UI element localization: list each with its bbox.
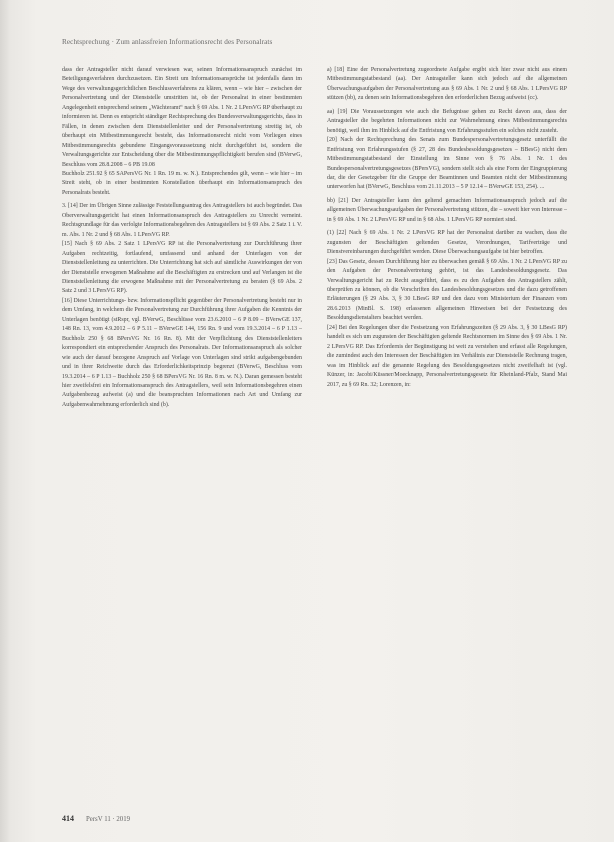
paragraph: [24] Bei den Regelungen über die Festsetzung von Erfahrungszeiten (§ 29 Abs. 3, § 30 LBesG RP) handelt es sich um zugunsten der Beschäftigten geltende Rechtsnormen im Sinne des § 69 Abs. 1 Nr. 2 LPersVG RP. Das Erfordernis der Begünstigung ist weit zu verstehen und erfasst alle Regelungen, die zumindest auch den Interessen der Beschäftigten im Verhältnis zur Dienststelle Rechnung tragen, was im Hinblick auf die genannte Regelung des Besoldungsgesetzes nicht zweifelhaft ist (vgl. Künzer, in: Jacobi/Küssner/Moecknapp, Personalvertretungsgesetz für Rheinland-Pfalz, Stand Mai 2017, zu § 69 Rn. 32; Lorenzen, in:	[327, 324, 567, 388]
paragraph: aa) [19] Die Voraussetzungen wie auch die Befugnisse gehen zu Recht davon aus, dass der Antragsteller die begehrten Informationen nicht zur Wahrnehmung eines Mitbestimmungsrechts benötigt, weil ihm im Hinblick auf die Entfristung von Erfahrungsstufen ein solches nicht zusteht.	[327, 108, 567, 134]
right-column	[327, 66, 567, 390]
scan-shadow	[0, 0, 10, 842]
paragraph: [23] Das Gesetz, dessen Durchführung hier zu überwachen gemäß § 69 Abs. 1 Nr. 2 LPersVG RP zu den Aufgaben der Personalvertretung gehört, ist das Landesbesoldungsgesetz. Das Verwaltungsgericht hat zu Recht ausgeführt, dass es zu den Aufgaben des Antragstellers zählt, überprüfen zu können, ob die Vorschriften des Landesbesoldungsgesetzes und die dazu getroffenen Erläuterungen (§ 29 Abs. 3, § 30 LBesG RP und den dazu vom Ministerium der Finanzen vom 28.6.2013 (MinBl. S. 198) erlassenen allgemeinen Hinweisen bei der Festsetzung des Besoldungsdienstalters beachtet werden.	[327, 258, 567, 322]
page-number: 414	[62, 814, 74, 823]
paragraph: [20] Nach der Rechtsprechung des Senats zum Bundespersonalvertretungsgesetz unterfällt die Entfristung von Erfahrungsstufen (§ 27, 28 des Bundesbesoldungsgesetzes – BBesG) nicht dem Mitbestimmungstatbestand der Einstellung im Sinne von § 76 Abs. 1 Nr. 1 des Bundespersonalvertretungsgesetzes (BPersVG), sondern stellt sich als eine Form der Eingruppierung dar, die der Gesetzgeber für die Gruppe der Beamtinnen und Beamten nicht der Mitbestimmung unterworfen hat (BVerwG, Beschluss vom 21.11.2013 – 5 P 12.14 – BVerwGE 153, 254). ...	[327, 137, 567, 191]
running-head: Rechtsprechung · Zum anlassfreien Informationsrecht des Personalrats	[62, 38, 273, 46]
paragraph: bb) [21] Der Antragsteller kann den geltend gemachten Informationsanspruch jedoch auf die allgemeinen Überwachungsaufgaben der Personalvertretung stützen, die – soweit hier von Interesse – in § 69 Abs. 1 Nr. 2 LPersVG RP und in § 68 Abs. 1 LPersVG RP normiert sind.	[327, 197, 567, 223]
section-paragraph: 3. [14] Der im Übrigen Sinne zulässige Feststellungsantrag des Antragstellers ist auch begründet. Das Oberverwaltungsgericht hat einen Informationsanspruch des Antragstellers zu Unrecht verneint. Rechtsgrundlage für das verfolgte Informationsbegehren des Antragstellers ist § 69 Abs. 2 Satz 1 i. V. m. Abs. 1 Nr. 2 und § 68 Abs. 1 LPersVG RP.	[62, 203, 302, 238]
left-column	[62, 66, 302, 410]
paragraph: dass der Antragsteller nicht darauf verwiesen war, seinen Informationsanspruch zunächst im Beteiligungsverfahren durchzusetzen. Ein Streit um Informationsansprüche ist jedenfalls dann im Wege des verwaltungsgerichtlichen Beschlussverfahrens zu klären, wenn – wie hier – zwischen der Personalvertretung und der Dienststelle umstritten ist, ob der Personalrat in einer bestimmten Angelegenheit entsprechend seinem „Wächteramt“ nach § 69 Abs. 1 Nr. 2 LPersVG RP überhaupt zu informieren ist. Denn es entspricht ständiger Rechtsprechung des Bundesverwaltungsgerichts, dass in Fällen, in denen zwischen dem Dienststellenleiter und der Personalvertretung streitig ist, ob überhaupt ein Mitbestimmungsrecht besteht, das Informationsrecht nicht vom Vorliegen eines Mitbestimmungsrechts gebundene Eingangsvoraussetzung nicht durchgeführt ist, sondern die Verwaltungsgerichte zur Entscheidung über die Mitbestimmungspflichtigkeit berufen sind (BVerwG, Beschluss vom 28.8.2008 – 6 PB 19.08	[62, 67, 302, 168]
paragraph: [16] Diese Unterrichtungs- bzw. Informationspflicht gegenüber der Personalvertretung besteht nur in dem Umfang, in welchem die Personalvertretung zur Durchführung ihrer Aufgaben die Kenntnis der Unterlagen benötigt (stRspr, vgl. BVerwG, Beschlüsse vom 23.6.2010 – 6 P 8.09 – BVerwGE 137, 148 Rn. 13, vom 4.9.2012 – 6 P 5.11 – BVerwGE 144, 156 Rn. 9 und vom 19.3.2014 – 6 P 1.13 – Buchholz 250 § 68 BPersVG Nr. 16 Rn. 8). Mit der Verpflichtung des Dienststellenleiters korrespondiert ein entsprechender Anspruch des Personalrats. Der Informationsanspruch als solcher wie auch der darauf bezogene Anspruch auf Vorlage von Unterlagen sind strikt aufgabengebunden und in ihrer Reichweite durch das Erforderlichkeitsprinzip begrenzt (BVerwG, Beschluss vom 19.3.2014 – 6 P 1.13 – Buchholz 250 § 68 BPersVG Nr. 16 Rn. 8 m. w. N.). Daran gemessen besteht hier zweifelsfrei ein Informationsanspruch des Antragstellers, weil sein Informationsbegehren einen Aufgabenbezug aufweist (a) und die beanspruchten Informationen nach Art und Umfang zur Aufgabenwahrnehmung erforderlich sind (b).	[62, 297, 302, 408]
paragraph: Buchholz 251.92 § 65 SAPersVG Nr. 1 Rn. 19 m. w. N.). Entsprechendes gilt, wenn – wie hier – im Streit steht, ob in einer bestimmten Konstellation überhaupt ein Informationsanspruch des Personalrats besteht.	[62, 170, 302, 196]
paragraph: a) [18] Eine der Personalvertretung zugeordnete Aufgabe ergibt sich hier zwar nicht aus einem Mitbestimmungstatbestand (aa). Der Antragsteller kann sich jedoch auf die allgemeinen Überwachungsaufgaben der Personalvertretung aus § 69 Abs. 1 Nr. 2 und § 68 Abs. 1 LPersVG RP stützen (bb), zu denen sein Informationsbegehren den erforderlichen Bezug aufweist (cc).	[327, 67, 567, 102]
page-footer	[62, 814, 130, 823]
paragraph: [15] Nach § 69 Abs. 2 Satz 1 LPersVG RP ist die Personalvertretung zur Durchführung ihrer Aufgaben rechtzeitig, fortlaufend, umfassend und anhand der Unterlagen von der Dienststellenleitung zu unterrichten. Die Unterrichtung hat sich auf sämtliche Auswirkungen der von der Dienststelle erwogenen Maßnahme auf die Beschäftigten zu erstrecken und auf Verlangen ist die Dienststellenleitung die erwogene Maßnahme mit der Personalvertretung zu beraten (§ 69 Abs. 2 Satz 2 und 3 LPersVG RP).	[62, 241, 302, 295]
paragraph: (1) [22] Nach § 69 Abs. 1 Nr. 2 LPersVG RP hat der Personalrat darüber zu wachen, dass die zugunsten der Beschäftigten geltenden Gesetze, Verordnungen, Tarifverträge und Dienstvereinbarungen durchgeführt werden. Diese Überwachungsaufgabe ist hier betroffen.	[327, 230, 567, 256]
journal-issue: PersV 11 · 2019	[86, 816, 130, 823]
